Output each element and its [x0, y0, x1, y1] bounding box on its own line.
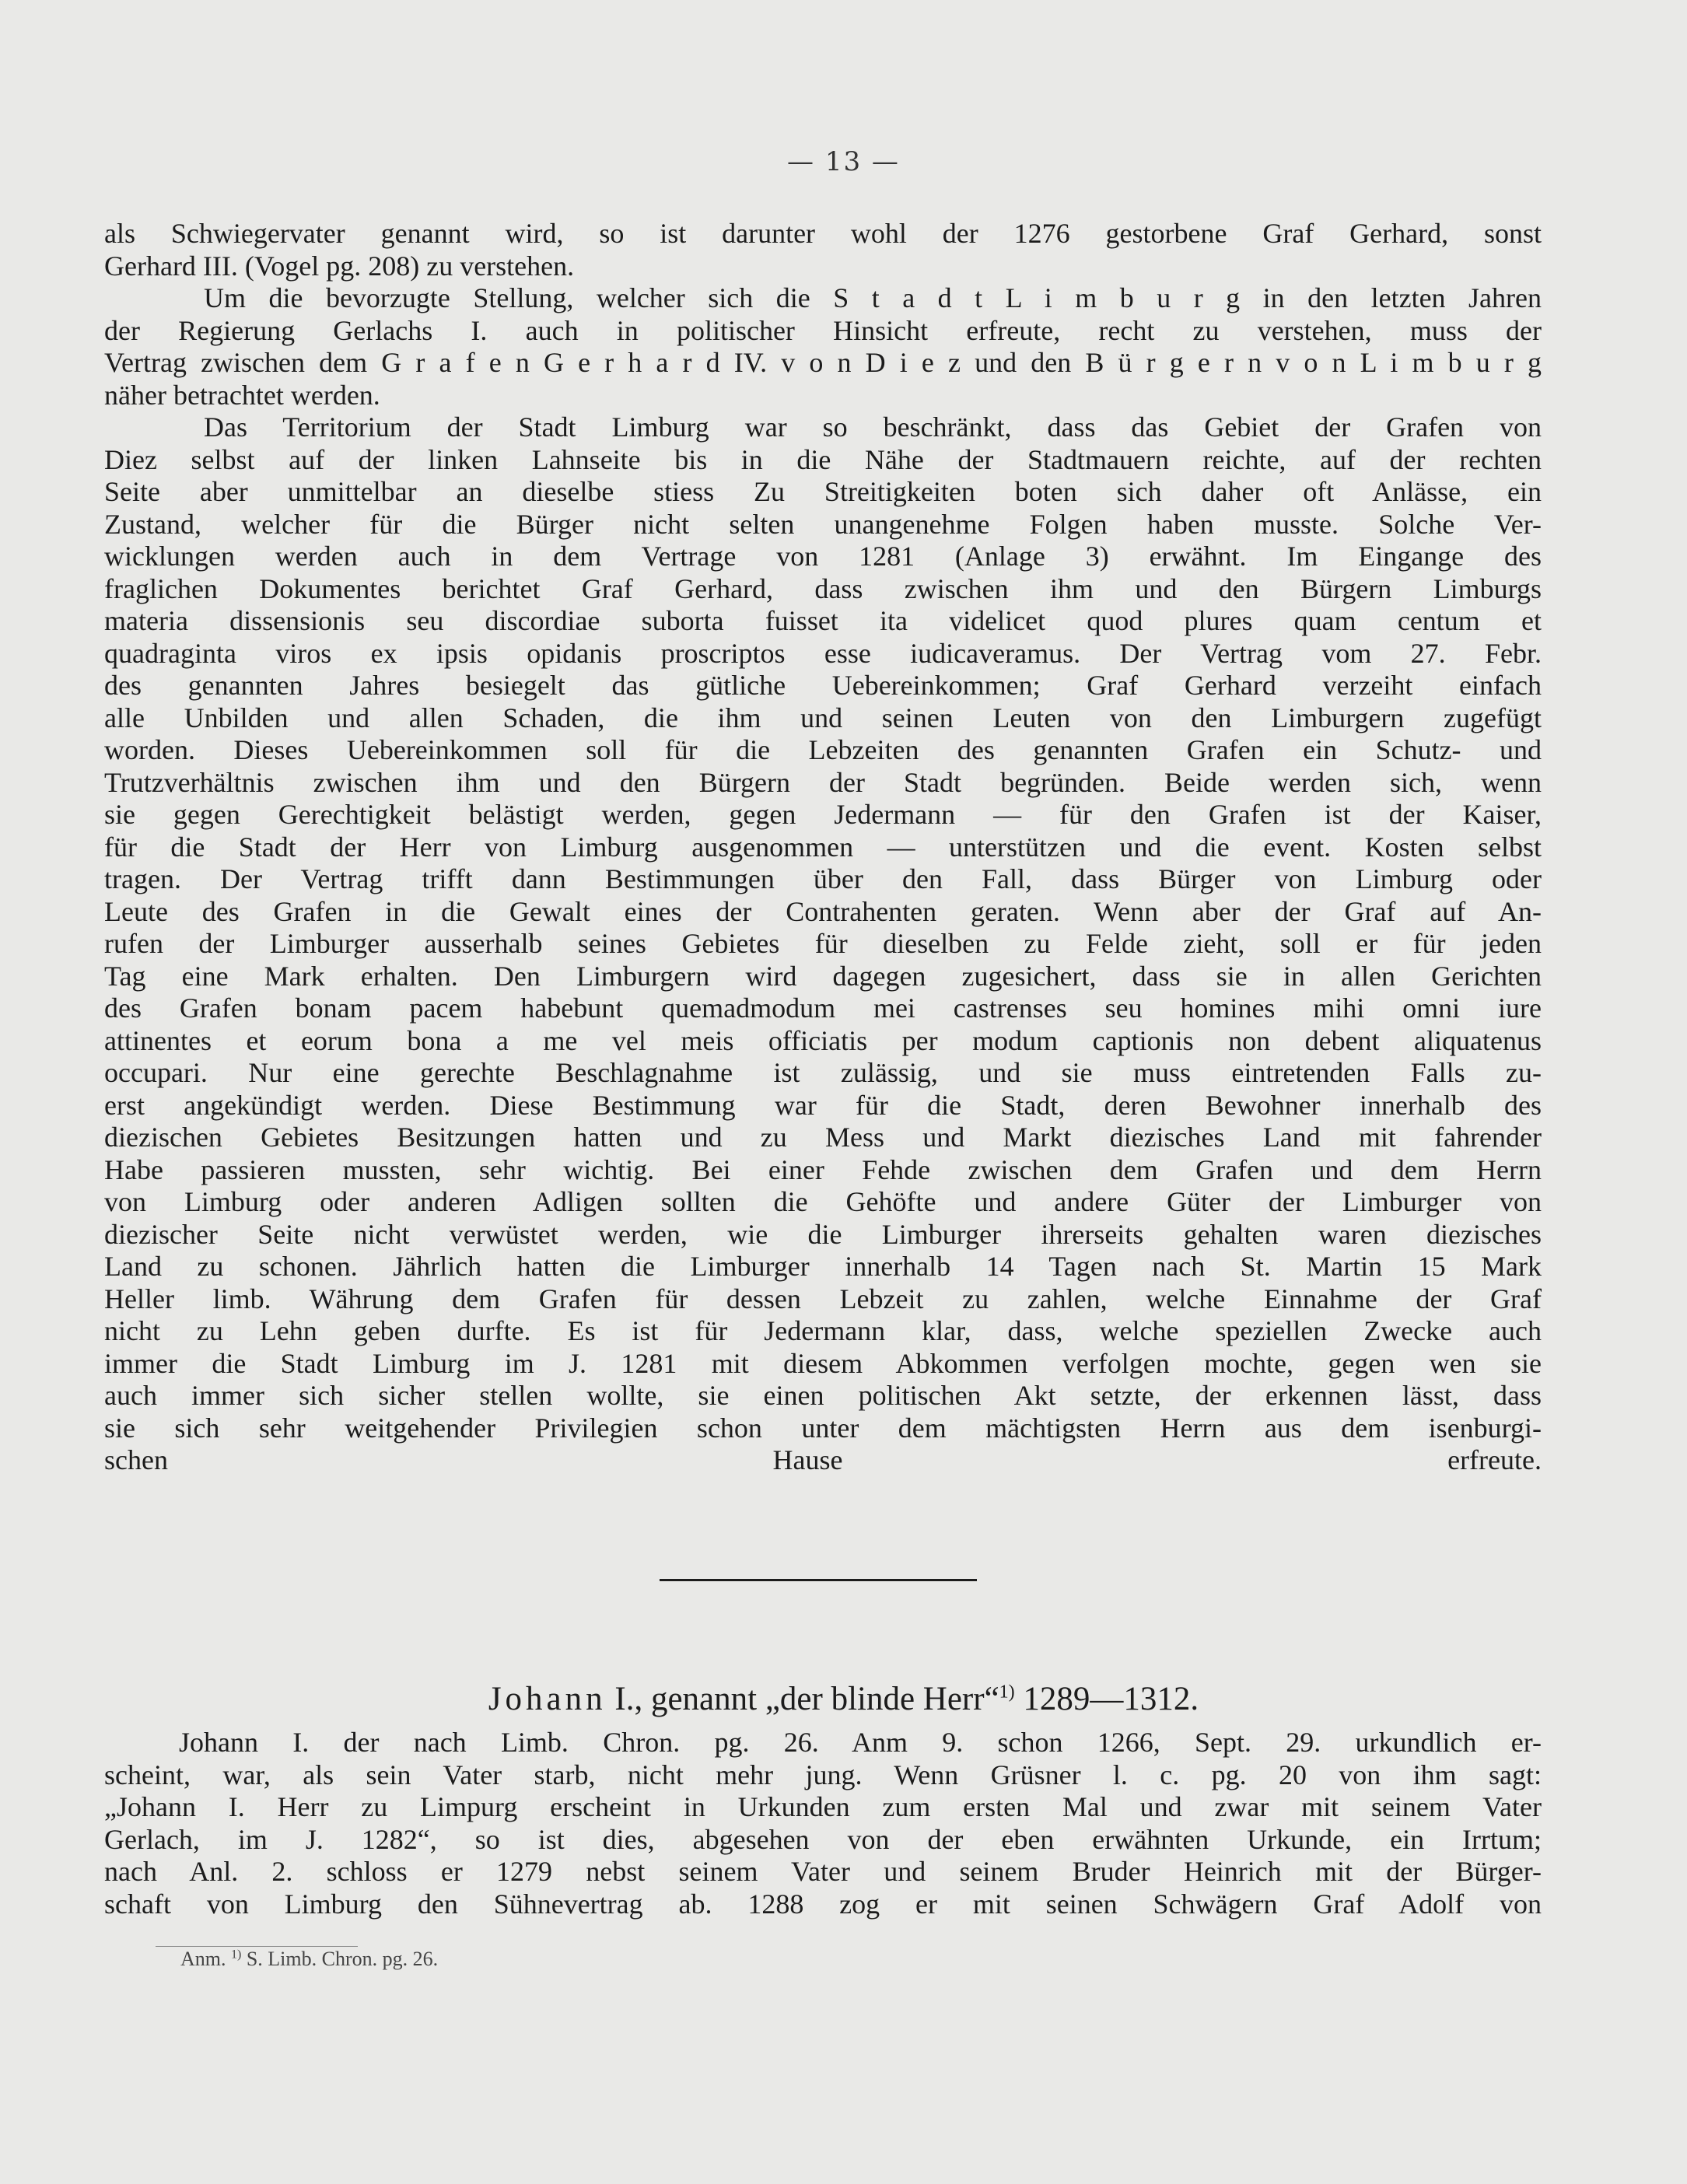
text-line: erst angekündigt werden. Diese Bestimmung war für die Stadt, deren Bewohner innerhalb des	[104, 1089, 1542, 1121]
text-line: immer die Stadt Limburg im J. 1281 mit diesem Abkommen verfolgen mochte, gegen wen sie	[104, 1347, 1542, 1379]
text-line: tragen. Der Vertrag trifft dann Bestimmungen über den Fall, dass Bürger von Limburg oder	[104, 863, 1542, 894]
text-line: Gerlach, im J. 1282“, so ist dies, abgesehen von der eben erwähnten Urkunde, ein Irrtum;	[104, 1823, 1542, 1855]
paragraph	[104, 282, 1542, 411]
heading-name: Johann	[488, 1681, 607, 1717]
text-line: alle Unbilden und allen Schaden, die ihm und seinen Leuten von den Limburgern zugefügt	[104, 702, 1542, 733]
text-line: quadraginta viros ex ipsis opidanis proscriptos esse iudicaveramus. Der Vertrag vom 27. Febr.	[104, 637, 1542, 669]
text-line: Leute des Grafen in die Gewalt eines der Contrahenten geraten. Wenn aber der Graf auf An-	[104, 895, 1542, 927]
paragraph	[104, 218, 1542, 282]
text-line: scheint, war, als sein Vater starb, nicht mehr jung. Wenn Grüsner l. c. pg. 20 von ihm sagt:	[104, 1759, 1542, 1790]
text-line: nicht zu Lehn geben durfte. Es ist für Jedermann klar, dass, welche speziellen Zwecke auch	[104, 1315, 1542, 1346]
text-line: als Schwiegervater genannt wird, so ist darunter wohl der 1276 gestorbene Graf Gerhard, sonst	[104, 218, 1542, 249]
text-line: Johann I. der nach Limb. Chron. pg. 26. Anm 9. schon 1266, Sept. 29. urkundlich er-	[179, 1727, 1542, 1758]
text-line: attinentes et eorum bona a me vel meis officiatis per modum captionis non debent aliquatenus	[104, 1024, 1542, 1056]
text-line: Heller limb. Währung dem Grafen für dessen Lebzeit zu zahlen, welche Einnahme der Graf	[104, 1283, 1542, 1314]
text-line: Um die bevorzugte Stellung, welcher sich die S t a d t L i m b u r g in den letzten Jahren	[204, 282, 1542, 313]
text-line: Habe passieren mussten, sehr wichtig. Bei einer Fehde zwischen dem Grafen und dem Herrn	[104, 1153, 1542, 1185]
footnote-divider	[156, 1946, 358, 1947]
text-line: occupari. Nur eine gerechte Beschlagnahme ist zulässig, und sie muss eintretenden Falls zu-	[104, 1057, 1542, 1088]
text-line: Zustand, welcher für die Bürger nicht selten unangenehme Folgen haben musste. Solche Ver-	[104, 508, 1542, 540]
section-divider	[660, 1579, 977, 1581]
text-line: Gerhard III. (Vogel pg. 208) zu verstehen.	[104, 250, 575, 282]
heading-title: I., genannt „der blinde Herr“	[606, 1681, 999, 1717]
text-line: rufen der Limburger ausserhalb seines Gebietes für dieselben zu Felde zieht, soll er für jeden	[104, 928, 1542, 959]
text-line: Das Territorium der Stadt Limburg war so beschränkt, dass das Gebiet der Grafen von	[204, 411, 1542, 443]
text-line: diezischer Seite nicht verwüstet werden, wie die Limburger ihrerseits gehalten waren diezisches	[104, 1218, 1542, 1250]
footnote-ref: 1)	[231, 1948, 242, 1962]
text-line: sie gegen Gerechtigkeit belästigt werden, gegen Jedermann — für den Grafen ist der Kaiser,	[104, 799, 1542, 830]
text-line: diezischen Gebietes Besitzungen hatten und zu Mess und Markt diezisches Land mit fahrender	[104, 1122, 1542, 1153]
footnote	[180, 1948, 438, 1971]
heading-years: 1289—1312.	[1014, 1681, 1199, 1717]
text-line: worden. Dieses Uebereinkommen soll für die Lebzeiten des genannten Grafen ein Schutz- und	[104, 734, 1542, 765]
body-text	[104, 218, 1542, 1477]
section-text	[104, 1727, 1542, 1920]
text-line: wicklungen werden auch in dem Vertrage von 1281 (Anlage 3) erwähnt. Im Eingange des	[104, 541, 1542, 572]
text-line: des Grafen bonam pacem habebunt quemadmodum mei castrenses seu homines mihi omni iure	[104, 992, 1542, 1024]
text-line: Land zu schonen. Jährlich hatten die Limburger innerhalb 14 Tagen nach St. Martin 15 Mark	[104, 1251, 1542, 1282]
page-number: — 13 —	[787, 146, 900, 177]
text-line: Diez selbst auf der linken Lahnseite bis in die Nähe der Stadtmauern reichte, auf der rechten	[104, 443, 1542, 475]
text-line: Tag eine Mark erhalten. Den Limburgern wird dagegen zugesichert, dass sie in allen Gerichten	[104, 960, 1542, 992]
text-line: fraglichen Dokumentes berichtet Graf Gerhard, dass zwischen ihm und den Bürgern Limburgs	[104, 572, 1542, 604]
footnote-prefix: Anm.	[180, 1948, 226, 1970]
text-line: näher betrachtet werden.	[104, 379, 380, 411]
text-line: Trutzverhältnis zwischen ihm und den Bürgern der Stadt begründen. Beide werden sich, wenn	[104, 766, 1542, 798]
text-line: Seite aber unmittelbar an dieselbe stiess Zu Streitigkeiten boten sich daher oft Anlässe, ein	[104, 476, 1542, 507]
text-line: materia dissensionis seu discordiae suborta fuisset ita videlicet quod plures quam centum et	[104, 605, 1542, 636]
text-line: nach Anl. 2. schloss er 1279 nebst seinem Vater und seinem Bruder Heinrich mit der Bürger-	[104, 1856, 1542, 1887]
text-line: auch immer sich sicher stellen wollte, sie einen politischen Akt setzte, der erkennen lässt, dass	[104, 1380, 1542, 1411]
text-line: der Regierung Gerlachs I. auch in politischer Hinsicht erfreute, recht zu verstehen, muss der	[104, 314, 1542, 346]
text-line: des genannten Jahres besiegelt das gütliche Uebereinkommen; Graf Gerhard verzeiht einfach	[104, 670, 1542, 701]
text-line: schaft von Limburg den Sühnevertrag ab. 1288 zog er mit seinen Schwägern Graf Adolf von	[104, 1888, 1542, 1920]
text-line: von Limburg oder anderen Adligen sollten die Gehöfte und andere Güter der Limburger von	[104, 1186, 1542, 1217]
footnote-ref: 1)	[999, 1682, 1015, 1703]
section-heading	[0, 1680, 1687, 1718]
footnote-text: S. Limb. Chron. pg. 26.	[241, 1948, 439, 1970]
text-line: für die Stadt der Herr von Limburg ausgenommen — unterstützen und die event. Kosten selbst	[104, 831, 1542, 863]
text-line: „Johann I. Herr zu Limpurg erscheint in Urkunden zum ersten Mal und zwar mit seinem Vater	[104, 1791, 1542, 1822]
text-line: sie sich sehr weitgehender Privilegien schon unter dem mächtigsten Herrn aus dem isenburgi-	[104, 1412, 1542, 1444]
text-line: schen Hause erfreute.	[104, 1444, 1542, 1475]
paragraph	[104, 411, 1542, 1477]
text-line: Vertrag zwischen dem G r a f e n G e r h a r d IV. v o n D i e z und den B ü r g e r n v o n L i m b u r g	[104, 347, 1542, 378]
